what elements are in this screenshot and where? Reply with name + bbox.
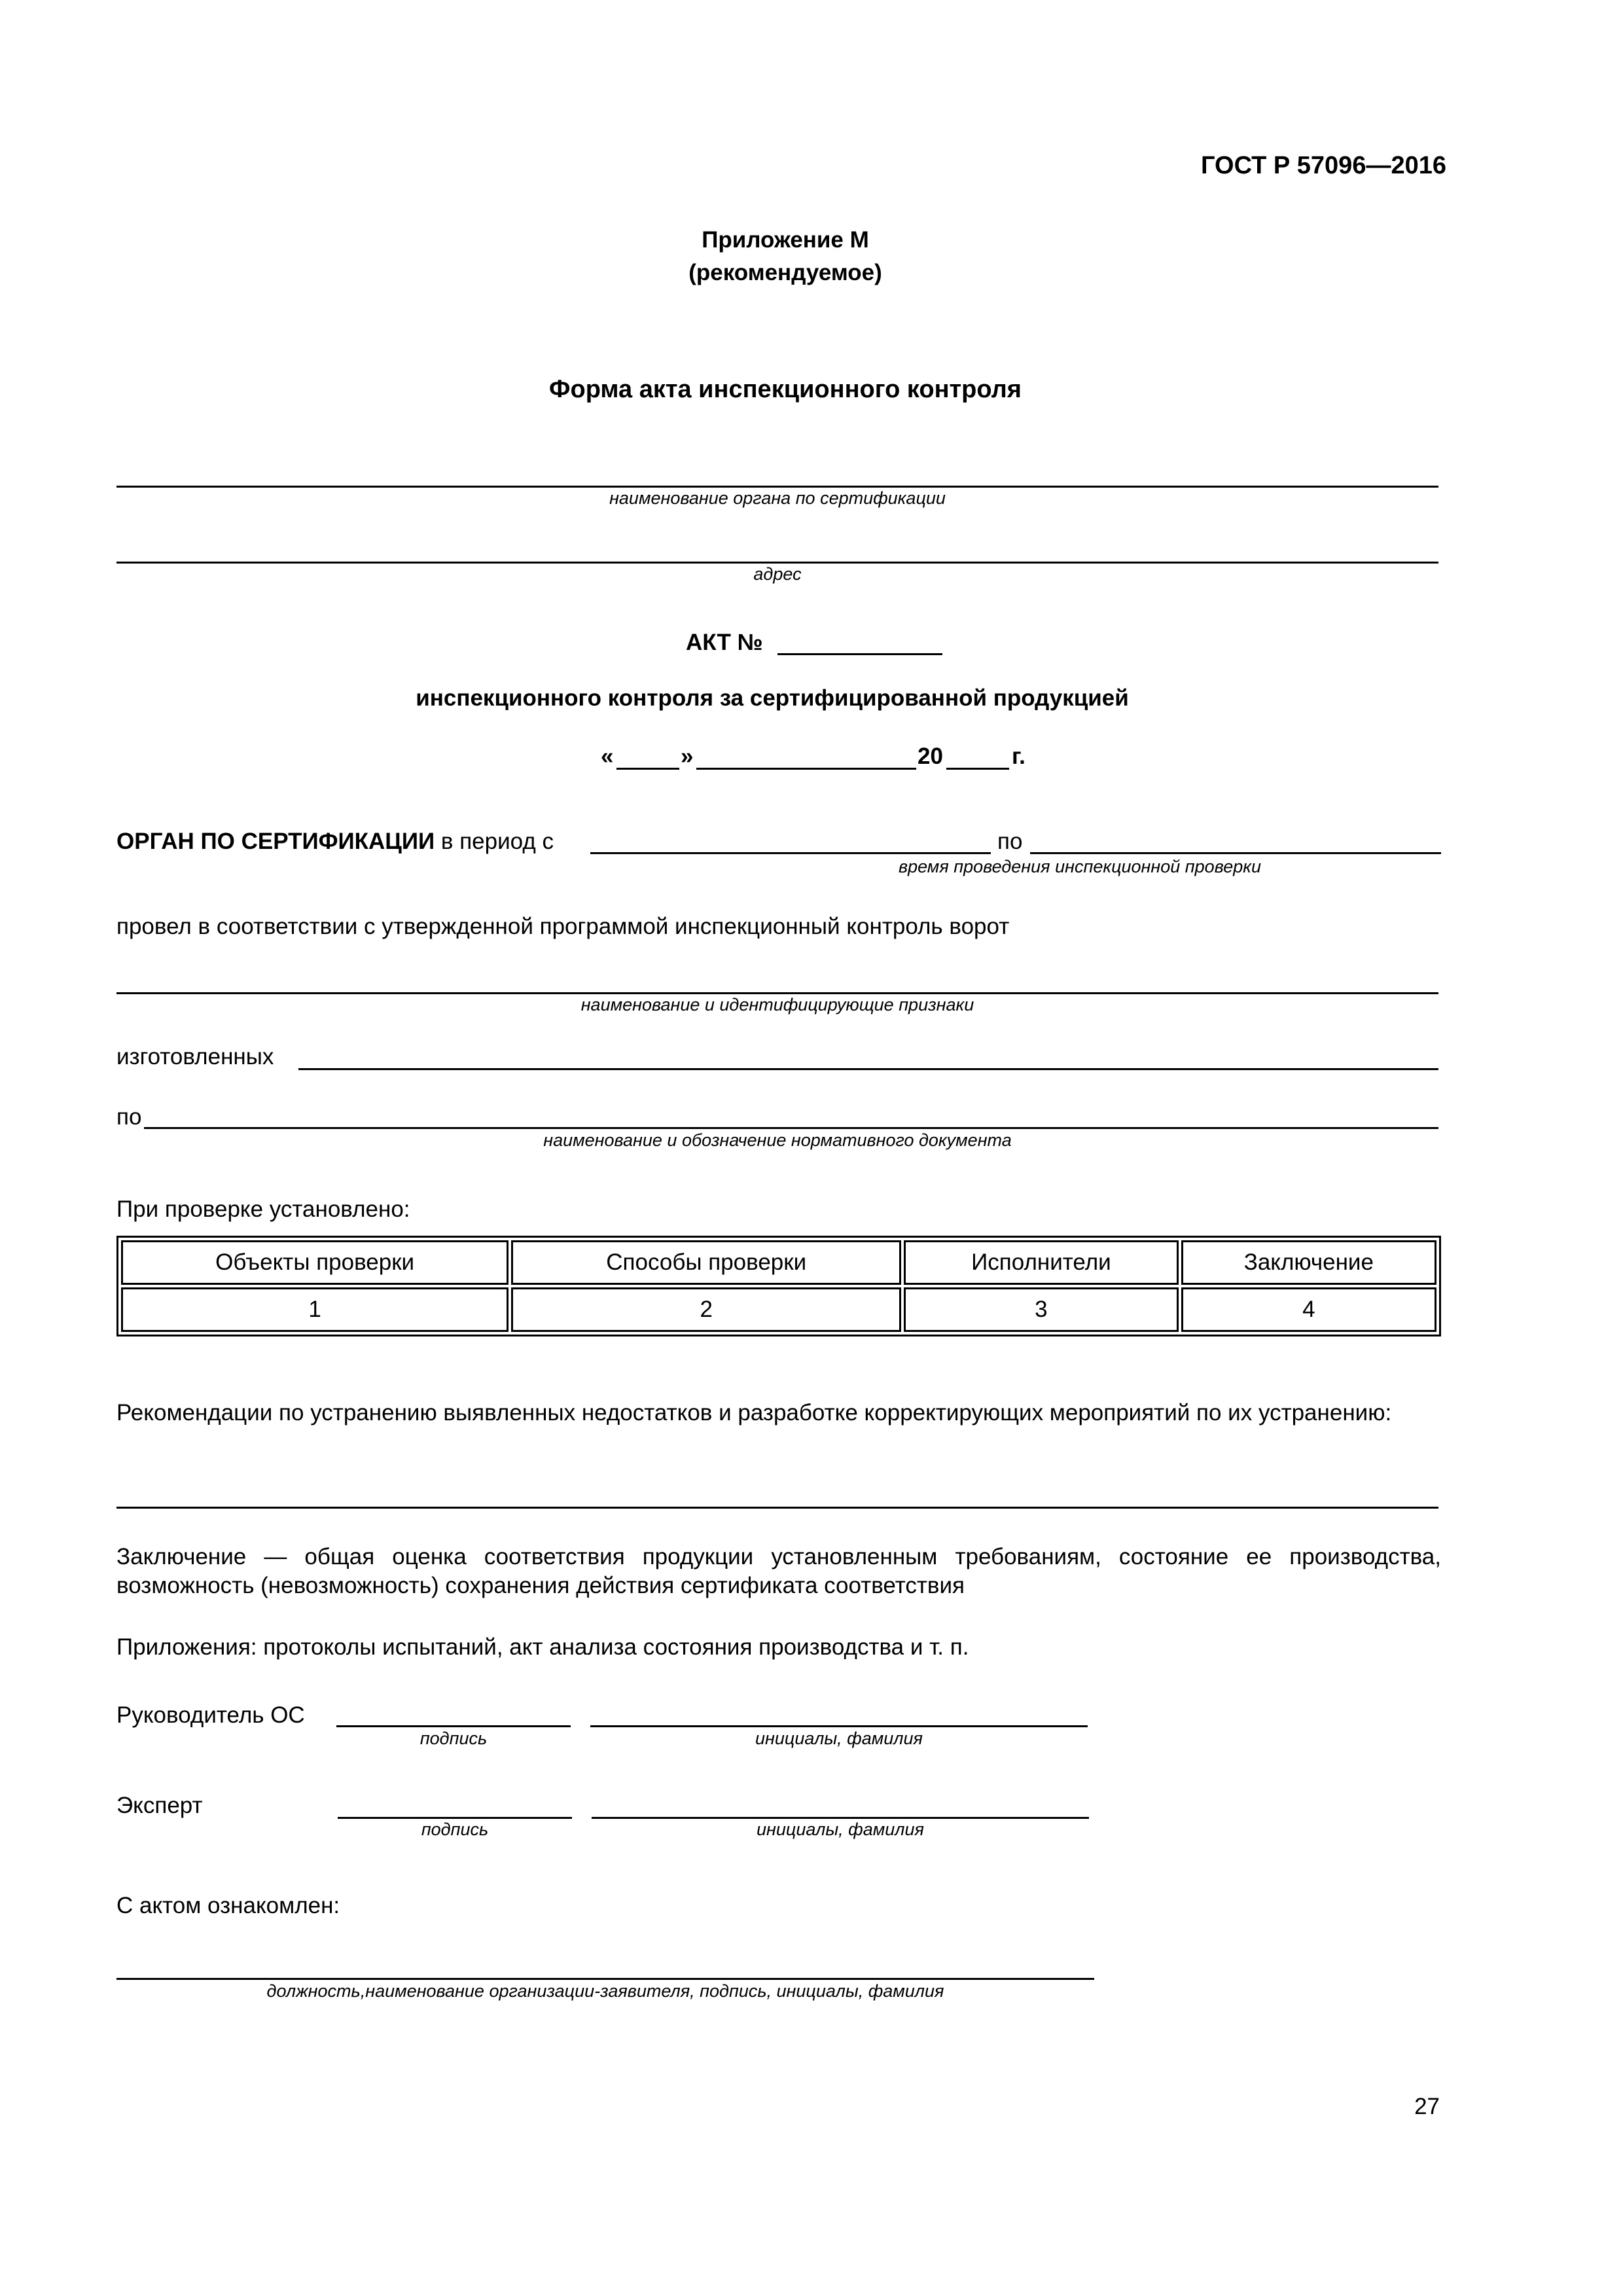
period-from-line xyxy=(590,852,991,854)
table-number-cell: 4 xyxy=(1181,1287,1436,1332)
table-number-cell: 1 xyxy=(121,1287,508,1332)
act-number-line xyxy=(777,653,942,655)
form-title: Форма акта инспекционного контроля xyxy=(549,376,1022,403)
table-number-cell: 3 xyxy=(904,1287,1178,1332)
head-signature-line xyxy=(336,1725,571,1727)
table-header-row xyxy=(121,1240,1436,1285)
date-close-quote: » xyxy=(681,744,694,769)
date-year-suffix: г. xyxy=(1012,744,1026,769)
attachments-text: Приложения: протоколы испытаний, акт анализа состояния производства и т. п. xyxy=(116,1634,969,1660)
act-number-label: АКТ № xyxy=(686,630,763,655)
head-initials-caption: инициалы, фамилия xyxy=(755,1729,923,1748)
table-number-cell: 2 xyxy=(511,1287,901,1332)
appendix-title: Приложение М xyxy=(702,227,869,253)
manufactured-line xyxy=(298,1068,1438,1070)
page-number: 27 xyxy=(1414,2094,1440,2119)
organ-period-text xyxy=(116,828,554,855)
by-label: по xyxy=(116,1104,142,1130)
table-header-cell: Заключение xyxy=(1181,1240,1436,1285)
table-header-cell: Объекты проверки xyxy=(121,1240,508,1285)
period-to-label: по xyxy=(997,829,1023,854)
address-caption: адрес xyxy=(753,564,802,584)
head-label: Руководитель ОС xyxy=(116,1702,305,1728)
head-initials-line xyxy=(590,1725,1088,1727)
expert-initials-caption: инициалы, фамилия xyxy=(757,1820,924,1839)
organ-label: ОРГАН ПО СЕРТИФИКАЦИИ xyxy=(116,829,435,854)
cert-body-name-caption: наименование органа по сертификации xyxy=(609,488,946,508)
expert-signature-caption: подпись xyxy=(421,1820,489,1839)
standard-number: ГОСТ Р 57096—2016 xyxy=(1201,152,1446,179)
acquainted-label: С актом ознакомлен: xyxy=(116,1893,340,1918)
date-year-prefix: 20 xyxy=(918,744,943,769)
date-month-line xyxy=(696,768,916,770)
head-signature-caption: подпись xyxy=(419,1729,488,1748)
expert-label: Эксперт xyxy=(116,1793,203,1818)
normative-doc-caption: наименование и обозначение нормативного документа xyxy=(543,1130,1012,1150)
inspection-time-caption: время проведения инспекционной проверки xyxy=(898,857,1261,876)
table-number-row xyxy=(121,1287,1436,1332)
date-day-line xyxy=(616,768,679,770)
appendix-status: (рекомендуемое) xyxy=(688,260,882,285)
check-table xyxy=(116,1236,1441,1336)
period-to-line xyxy=(1030,852,1441,854)
table-header-cell: Исполнители xyxy=(904,1240,1178,1285)
recommendations-text: Рекомендации по устранению выявленных недостатков и разработке корректирующих мероприятий по их устранению: xyxy=(116,1400,1392,1426)
acquainted-line xyxy=(116,1978,1094,1980)
acquainted-caption: должность,наименование организации-заявителя, подпись, инициалы, фамилия xyxy=(266,1981,944,2001)
product-name-caption: наименование и идентифицирующие признаки xyxy=(580,995,974,1014)
act-subtitle: инспекционного контроля за сертифицированной продукцией xyxy=(416,685,1129,711)
normative-doc-line xyxy=(144,1127,1438,1129)
period-from-label: в период с xyxy=(440,829,554,854)
manufactured-label: изготовленных xyxy=(116,1044,274,1069)
conclusion-text: Заключение — общая оценка соответствия продукции установленным требованиям, состояние ее производства, возможность (невозможность) сохранения действия сертификата соответствия xyxy=(116,1544,1441,1598)
established-text: При проверке установлено: xyxy=(116,1196,410,1222)
date-year-line xyxy=(946,768,1009,770)
recommendations-line xyxy=(116,1507,1438,1509)
date-open-quote: « xyxy=(601,744,614,769)
conducted-text: провел в соответствии с утвержденной программой инспекционный контроль ворот xyxy=(116,914,1010,939)
table-header-cell: Способы проверки xyxy=(511,1240,901,1285)
